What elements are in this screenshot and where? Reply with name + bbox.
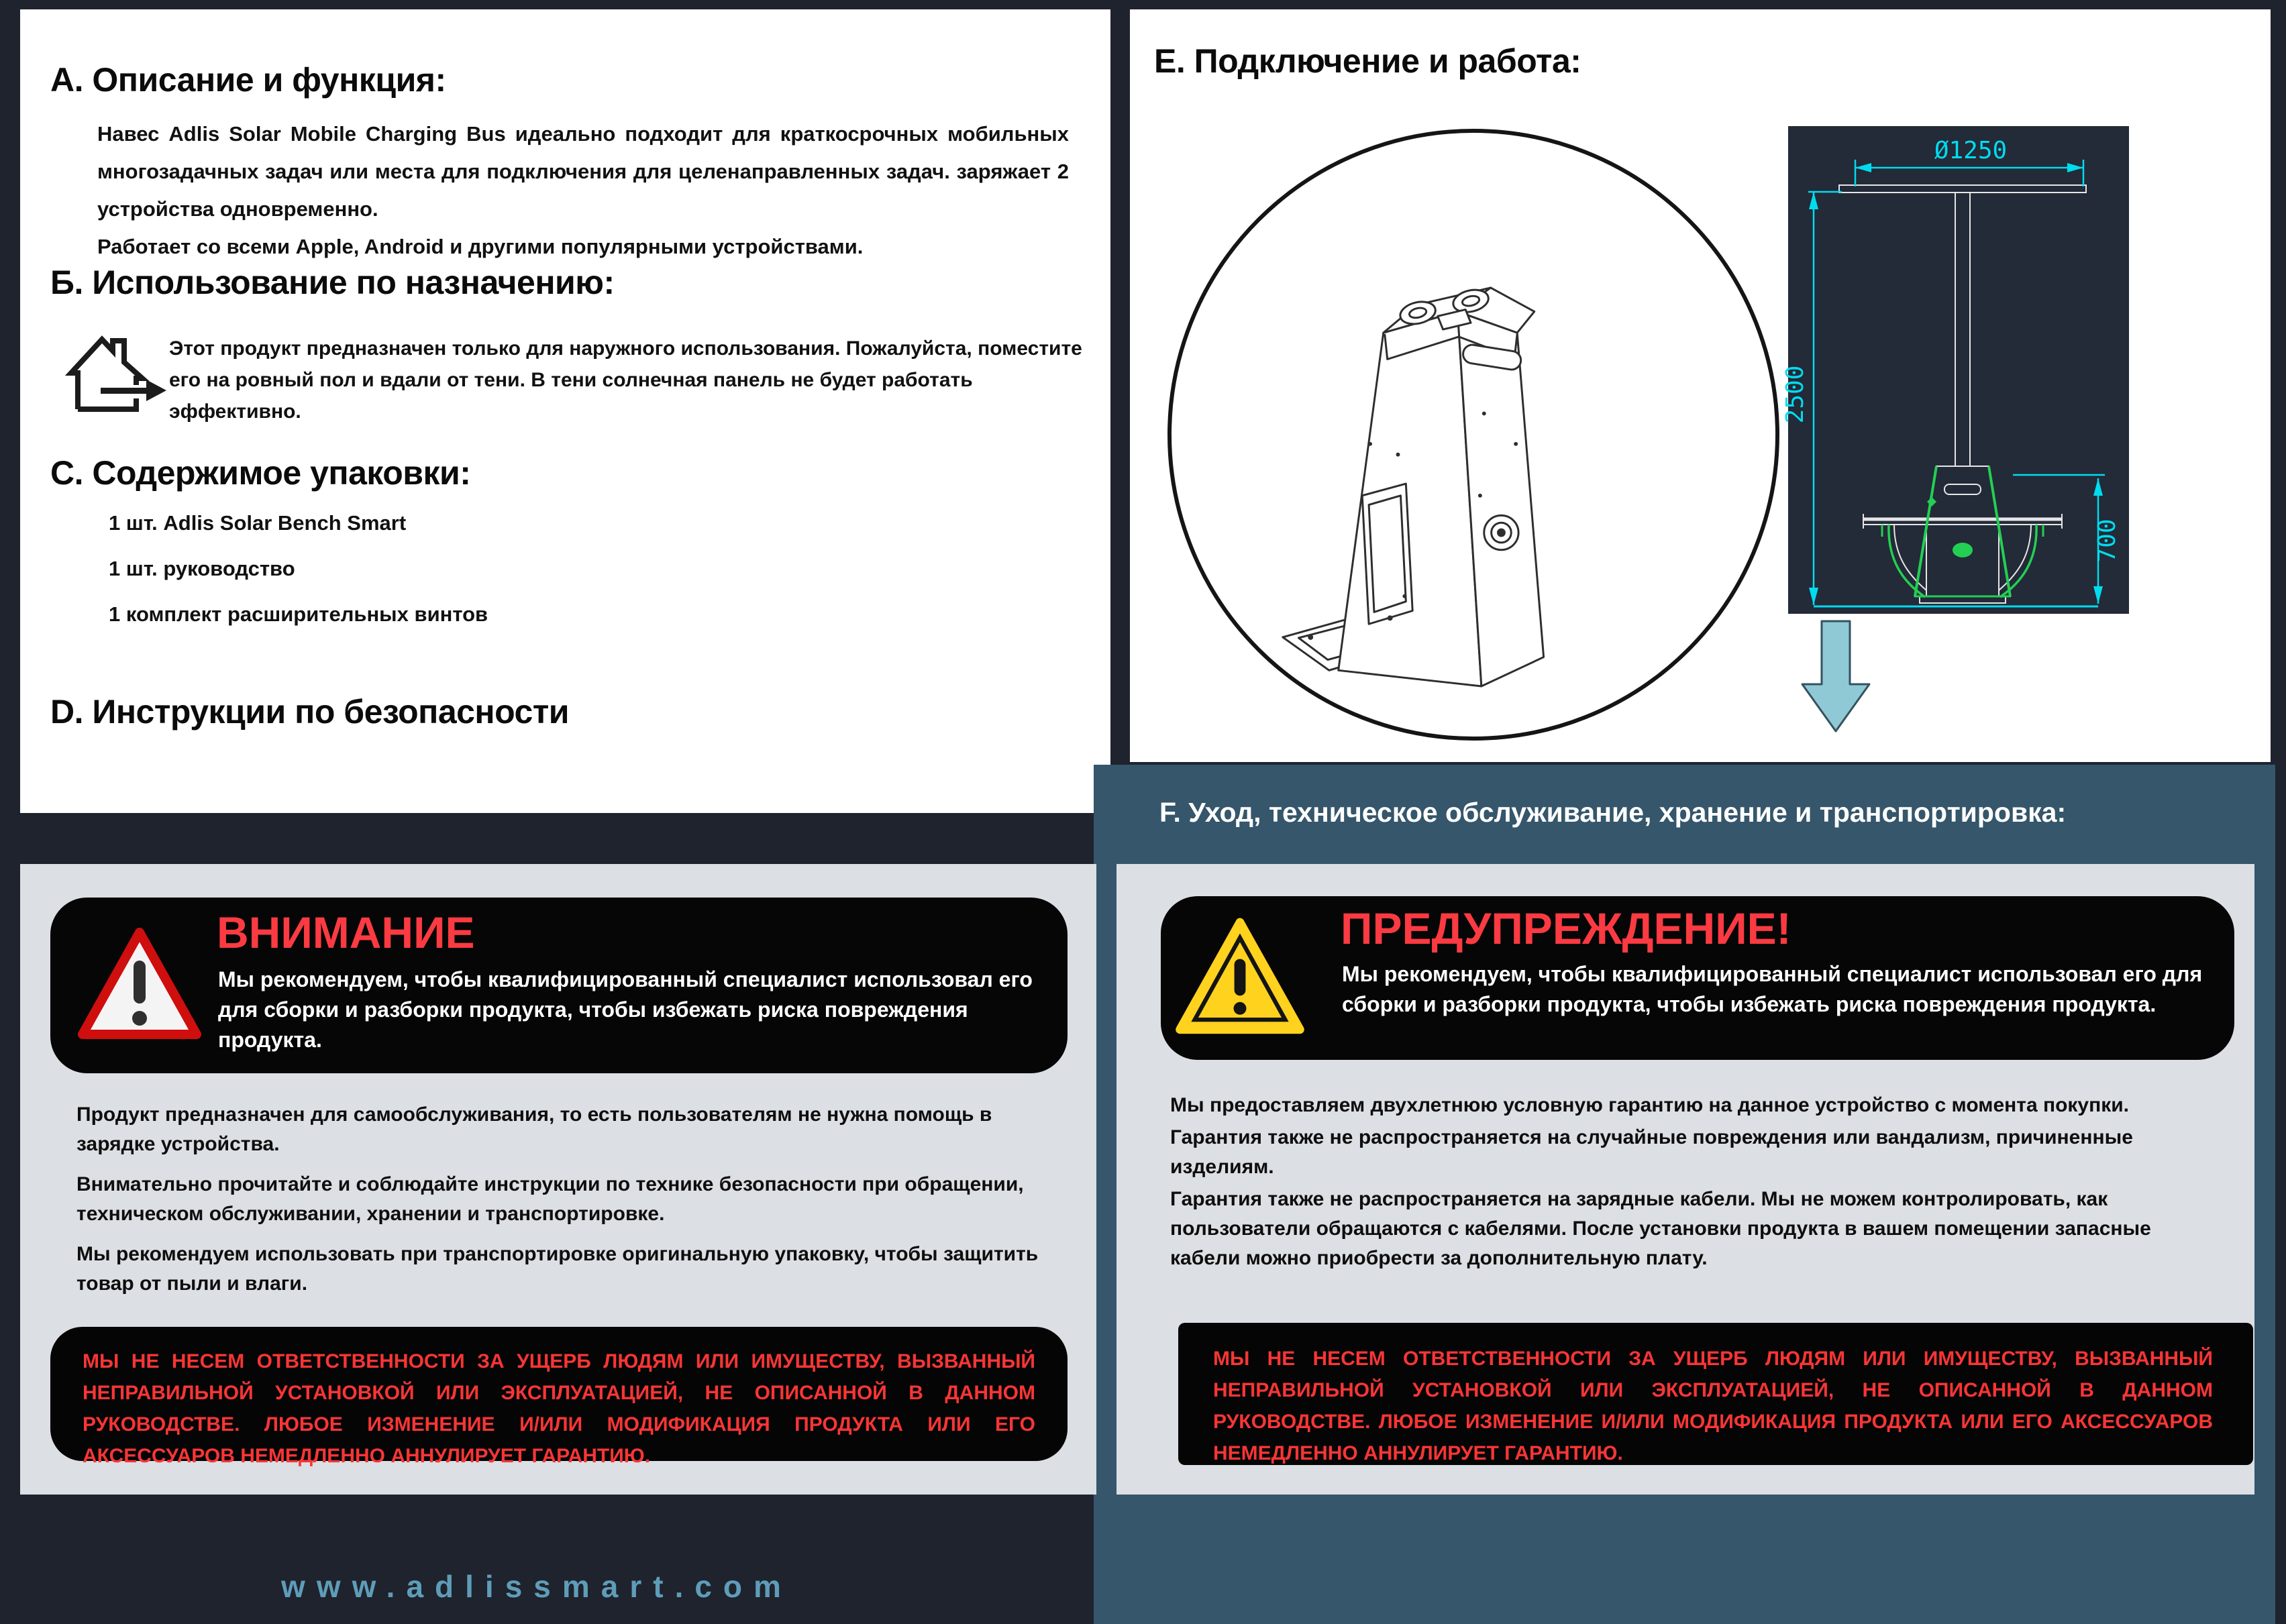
panel-description <box>20 9 1110 813</box>
package-item-3: 1 комплект расширительных винтов <box>109 602 488 626</box>
outdoor-use-icon <box>59 323 176 424</box>
warning-triangle-red-icon <box>76 915 203 1056</box>
section-a-paragraph-1: Навес Adlis Solar Mobile Charging Bus идеально подходит для краткосрочных мобильных многозадачных задач или места для подключения для целенаправленных задач. заряжает 2 устройства одновременно. <box>97 122 1069 221</box>
attention-paragraph-2: Внимательно прочитайте и соблюдайте инструкции по технике безопасности при обращении, техническом обслуживании, хранении и транспортировке. <box>76 1173 1024 1225</box>
warning-disclaimer-box <box>1178 1323 2253 1465</box>
attention-paragraph-1: Продукт предназначен для самообслуживания, то есть пользователям не нужна помощь в зарядке устройства. <box>76 1103 992 1155</box>
warning-disclaimer-text: МЫ НЕ НЕСЕМ ОТВЕТСТВЕННОСТИ ЗА УЩЕРБ ЛЮДЯМ ИЛИ ИМУЩЕСТВУ, ВЫЗВАННЫЙ НЕПРАВИЛЬНОЙ УСТАНОВКОЙ ИЛИ ЭКСПЛУАТАЦИЕЙ, НЕ ОПИСАННОЙ В ДАННОМ РУКОВОДСТВЕ. ЛЮБОЕ ИЗМЕНЕНИЕ И/ИЛИ МОДИФИКАЦИЯ ПРОДУКТА ИЛИ ЕГО АКСЕССУАРОВ НЕМЕДЛЕННО АННУЛИРУЕТ ГАРАНТИЮ. <box>1213 1348 2213 1464</box>
package-item-2: 1 шт. руководство <box>109 557 295 580</box>
cad-dimension-drawing <box>1781 126 2129 614</box>
cad-dim-bench: 700 <box>2093 519 2121 563</box>
section-d-title: D. Инструкции по безопасности <box>50 693 570 730</box>
section-e-title: E. Подключение и работа: <box>1154 42 1581 80</box>
warning-paragraph-1: Мы предоставляем двухлетнюю условную гарантию на данное устройство с момента покупки. <box>1170 1094 2130 1116</box>
section-b-title: Б. Использование по назначению: <box>50 264 615 301</box>
warning-title: ПРЕДУПРЕЖДЕНИЕ! <box>1341 904 1791 953</box>
charging-tower-drawing <box>1172 133 1775 737</box>
warning-body: Мы рекомендуем, чтобы квалифицированный специалист использовал его для сборки и разборки продукта, чтобы избежать риска повреждения продукта. <box>1342 962 2203 1016</box>
cad-dim-diameter: Ø1250 <box>1934 137 2008 164</box>
attention-disclaimer-box <box>50 1327 1068 1467</box>
panel-connection <box>1130 9 2271 762</box>
footer-website-url: www.adlissmart.com <box>281 1569 792 1604</box>
section-a-paragraph-2: Работает со всеми Apple, Android и другими популярными устройствами. <box>97 235 864 258</box>
warning-triangle-yellow-icon <box>1173 907 1307 1049</box>
warning-paragraph-3: Гарантия также не распространяется на зарядные кабели. Мы не можем контролировать, как пользователи обращаются с кабелями. После установки продукта в вашем помещении запасные кабели можно приобрести за дополнительную плату. <box>1170 1188 2151 1269</box>
attention-paragraphs <box>76 1100 1056 1299</box>
section-a-title: A. Описание и функция: <box>50 61 446 99</box>
attention-body: Мы рекомендуем, чтобы квалифицированный специалист использовал его для сборки и разборки продукта, чтобы избежать риска повреждения продукта. <box>218 967 1033 1052</box>
cad-dim-height: 2500 <box>1781 365 1809 424</box>
attention-paragraph-3: Мы рекомендуем использовать при транспортировке оригинальную упаковку, чтобы защитить товар от пыли и влаги. <box>76 1243 1039 1295</box>
warning-paragraph-2: Гарантия также не распространяется на случайные повреждения или вандализм, причиненные изделиям. <box>1170 1126 2133 1178</box>
panel-warning <box>1116 864 2254 1495</box>
down-arrow-icon <box>1801 620 1871 734</box>
product-illustration-circle <box>1167 129 1779 741</box>
section-b-paragraph: Этот продукт предназначен только для наружного использования. Пожалуйста, поместите его на ровный пол и вдали от тени. В тени солнечная панель не будет работать эффективно. <box>169 337 1082 423</box>
panel-attention <box>20 864 1096 1495</box>
package-item-1: 1 шт. Adlis Solar Bench Smart <box>109 511 407 535</box>
section-f-title: F. Уход, техническое обслуживание, хранение и транспортировка: <box>1159 797 2067 828</box>
section-c-title: C. Содержимое упаковки: <box>50 454 471 492</box>
warning-paragraphs <box>1170 1091 2224 1273</box>
attention-box <box>50 898 1068 1073</box>
warning-box <box>1161 896 2234 1060</box>
attention-disclaimer-text: МЫ НЕ НЕСЕМ ОТВЕТСТВЕННОСТИ ЗА УЩЕРБ ЛЮДЯМ ИЛИ ИМУЩЕСТВУ, ВЫЗВАННЫЙ НЕПРАВИЛЬНОЙ УСТАНОВКОЙ ИЛИ ЭКСПЛУАТАЦИЕЙ, НЕ ОПИСАННОЙ В ДАННОМ РУКОВОДСТВЕ. ЛЮБОЕ ИЗМЕНЕНИЕ И/ИЛИ МОДИФИКАЦИЯ ПРОДУКТА ИЛИ ЕГО АКСЕССУАРОВ НЕМЕДЛЕННО АННУЛИРУЕТ ГАРАНТИЮ. <box>83 1350 1035 1467</box>
attention-title: ВНИМАНИЕ <box>217 908 475 957</box>
